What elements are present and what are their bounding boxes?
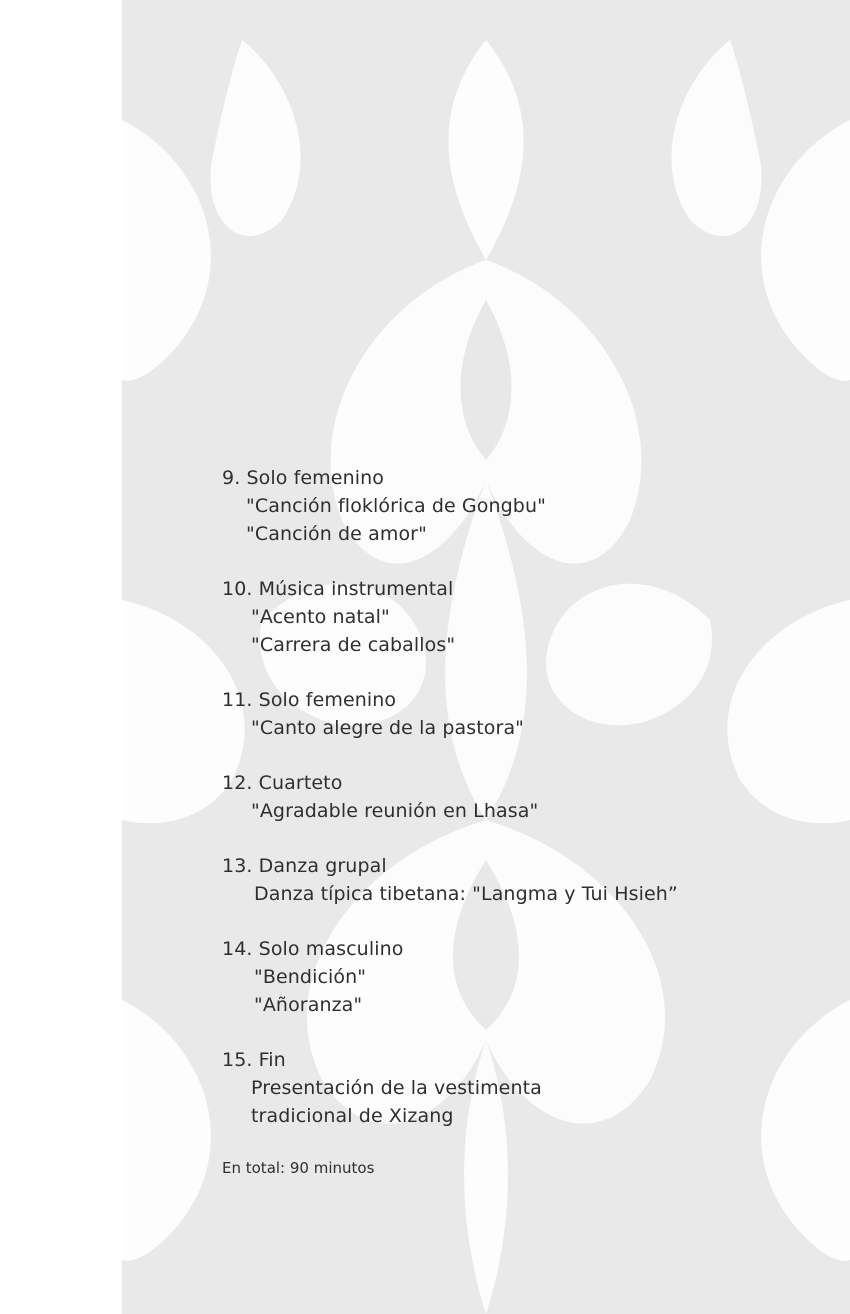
program-item-line: "Carrera de caballos" bbox=[251, 634, 456, 656]
program-item-heading: 11. Solo femenino bbox=[222, 689, 397, 711]
program-item-line: "Añoranza" bbox=[254, 994, 363, 1016]
program-item-heading: 13. Danza grupal bbox=[222, 855, 387, 877]
program-item-heading: 12. Cuarteto bbox=[222, 772, 343, 794]
program-item-line: Presentación de la vestimenta bbox=[251, 1077, 542, 1099]
program-item-line: "Canción de amor" bbox=[246, 523, 427, 545]
program-item-line: tradicional de Xizang bbox=[251, 1105, 454, 1127]
program-item-line: "Bendición" bbox=[254, 966, 367, 988]
program-item-14 bbox=[222, 935, 822, 1019]
program-item-heading: 9. Solo femenino bbox=[222, 467, 384, 489]
program-list bbox=[222, 464, 822, 1179]
program-item-11 bbox=[222, 686, 822, 742]
program-item-13 bbox=[222, 852, 822, 908]
program-item-heading: 15. Fin bbox=[222, 1049, 286, 1071]
program-item-15 bbox=[222, 1046, 822, 1130]
program-item-10 bbox=[222, 575, 822, 659]
program-item-heading: 14. Solo masculino bbox=[222, 938, 404, 960]
total-duration: En total: 90 minutos bbox=[222, 1159, 375, 1177]
program-item-9 bbox=[222, 464, 822, 548]
program-item-line: "Acento natal" bbox=[251, 606, 390, 628]
program-item-line: "Agradable reunión en Lhasa" bbox=[251, 800, 539, 822]
program-item-heading: 10. Música instrumental bbox=[222, 578, 454, 600]
program-item-line: "Canto alegre de la pastora" bbox=[251, 717, 525, 739]
program-item-12 bbox=[222, 769, 822, 825]
program-item-line: Danza típica tibetana: "Langma y Tui Hsieh” bbox=[254, 883, 678, 905]
program-item-line: "Canción floklórica de Gongbu" bbox=[246, 495, 546, 517]
